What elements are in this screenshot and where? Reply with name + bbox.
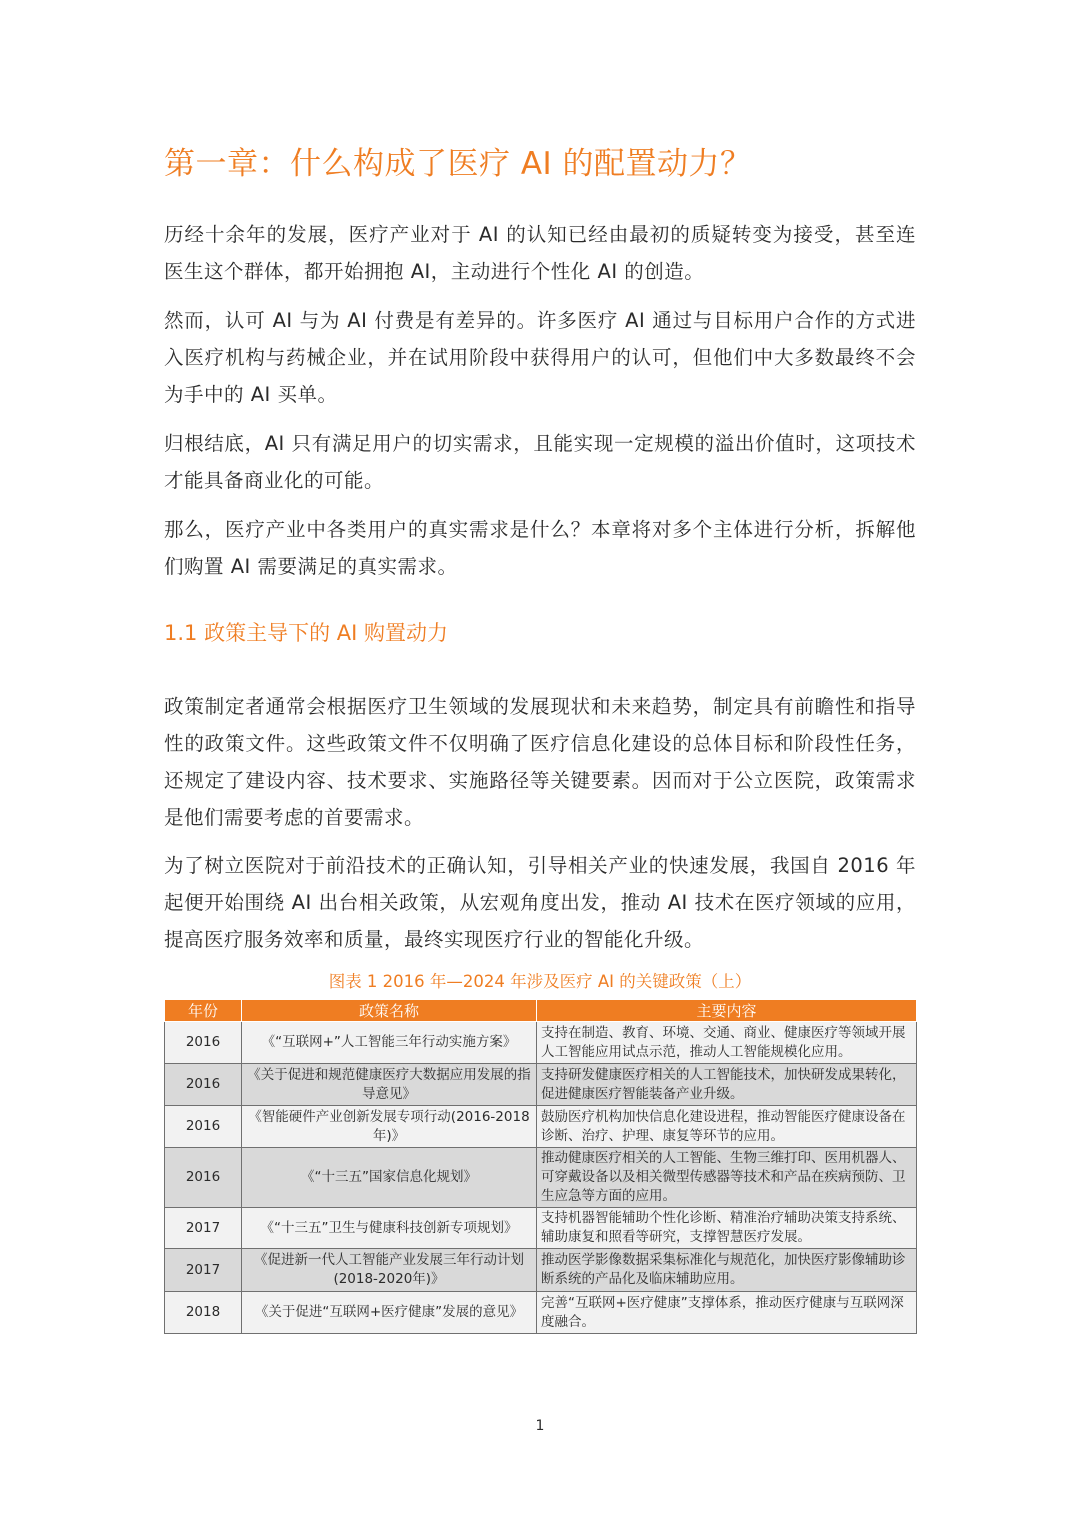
cell-year: 2016 (165, 1064, 242, 1106)
cell-year: 2016 (165, 1022, 242, 1064)
cell-main-content: 完善“互联网+医疗健康”支撑体系，推动医疗健康与互联网深度融合。 (537, 1292, 917, 1334)
cell-policy-name: 《促进新一代人工智能产业发展三年行动计划(2018-2020年)》 (242, 1249, 537, 1292)
section-title: 1.1 政策主导下的 AI 购置动力 (164, 621, 448, 645)
paragraph-2: 然而，认可 AI 与为 AI 付费是有差异的。许多医疗 AI 通过与目标用户合作的方式进入医疗机构与药械企业，并在试用阶段中获得用户的认可，但他们中大多数最终不会为手中的 AI 买单。 (164, 309, 916, 406)
cell-policy-name: 《“互联网+”人工智能三年行动实施方案》 (242, 1022, 537, 1064)
cell-year: 2016 (165, 1106, 242, 1148)
table-row (165, 1249, 917, 1292)
cell-policy-name: 《关于促进和规范健康医疗大数据应用发展的指导意见》 (242, 1064, 537, 1106)
cell-main-content: 支持机器智能辅助个性化诊断、精准治疗辅助决策支持系统、辅助康复和照看等研究，支撑智慧医疗发展。 (537, 1208, 917, 1249)
table-row (165, 1064, 917, 1106)
cell-year: 2018 (165, 1292, 242, 1334)
cell-main-content: 支持研发健康医疗相关的人工智能技术，加快研发成果转化，促进健康医疗智能装备产业升级。 (537, 1064, 917, 1106)
table-caption: 图表 1 2016 年—2024 年涉及医疗 AI 的关键政策（上） (328, 972, 752, 991)
paragraph-1: 历经十余年的发展，医疗产业对于 AI 的认知已经由最初的质疑转变为接受，甚至连医生这个群体，都开始拥抱 AI，主动进行个性化 AI 的创造。 (164, 223, 916, 283)
paragraph-4: 那么，医疗产业中各类用户的真实需求是什么？本章将对多个主体进行分析，拆解他们购置 AI 需要满足的真实需求。 (164, 518, 916, 578)
paragraph-3: 归根结底，AI 只有满足用户的切实需求，且能实现一定规模的溢出价值时，这项技术才能具备商业化的可能。 (164, 432, 916, 492)
paragraph-6: 为了树立医院对于前沿技术的正确认知，引导相关产业的快速发展，我国自 2016 年起便开始围绕 AI 出台相关政策，从宏观角度出发，推动 AI 技术在医疗领域的应用，提高医疗服务效率和质量，最终实现医疗行业的智能化升级。 (164, 854, 916, 951)
cell-policy-name: 《关于促进“互联网+医疗健康”发展的意见》 (242, 1292, 537, 1334)
header-policy-name: 政策名称 (242, 1000, 537, 1022)
cell-main-content: 推动医学影像数据采集标准化与规范化，加快医疗影像辅助诊断系统的产品化及临床辅助应用。 (537, 1249, 917, 1292)
table-row (165, 1022, 917, 1064)
cell-year: 2016 (165, 1148, 242, 1208)
cell-main-content: 推动健康医疗相关的人工智能、生物三维打印、医用机器人、可穿戴设备以及相关微型传感器等技术和产品在疾病预防、卫生应急等方面的应用。 (537, 1148, 917, 1208)
table-row (165, 1148, 917, 1208)
cell-year: 2017 (165, 1249, 242, 1292)
table-row (165, 1208, 917, 1249)
policy-table (164, 999, 917, 1334)
cell-main-content: 鼓励医疗机构加快信息化建设进程，推动智能医疗健康设备在诊断、治疗、护理、康复等环节的应用。 (537, 1106, 917, 1148)
page-number: 1 (535, 1418, 545, 1434)
paragraph-5: 政策制定者通常会根据医疗卫生领域的发展现状和未来趋势，制定具有前瞻性和指导性的政策文件。这些政策文件不仅明确了医疗信息化建设的总体目标和阶段性任务，还规定了建设内容、技术要求、实施路径等关键要素。因而对于公立医院，政策需求是他们需要考虑的首要需求。 (164, 695, 916, 829)
chapter-title: 第一章：什么构成了医疗 AI 的配置动力？ (164, 146, 752, 182)
cell-main-content: 支持在制造、教育、环境、交通、商业、健康医疗等领域开展人工智能应用试点示范，推动人工智能规模化应用。 (537, 1022, 917, 1064)
cell-year: 2017 (165, 1208, 242, 1249)
header-year: 年份 (165, 1000, 242, 1022)
header-main-content: 主要内容 (537, 1000, 917, 1022)
table-header-row (165, 1000, 917, 1022)
cell-policy-name: 《“十三五”卫生与健康科技创新专项规划》 (242, 1208, 537, 1249)
cell-policy-name: 《智能硬件产业创新发展专项行动(2016-2018年)》 (242, 1106, 537, 1148)
cell-policy-name: 《“十三五”国家信息化规划》 (242, 1148, 537, 1208)
table-row (165, 1106, 917, 1148)
table-row (165, 1292, 917, 1334)
